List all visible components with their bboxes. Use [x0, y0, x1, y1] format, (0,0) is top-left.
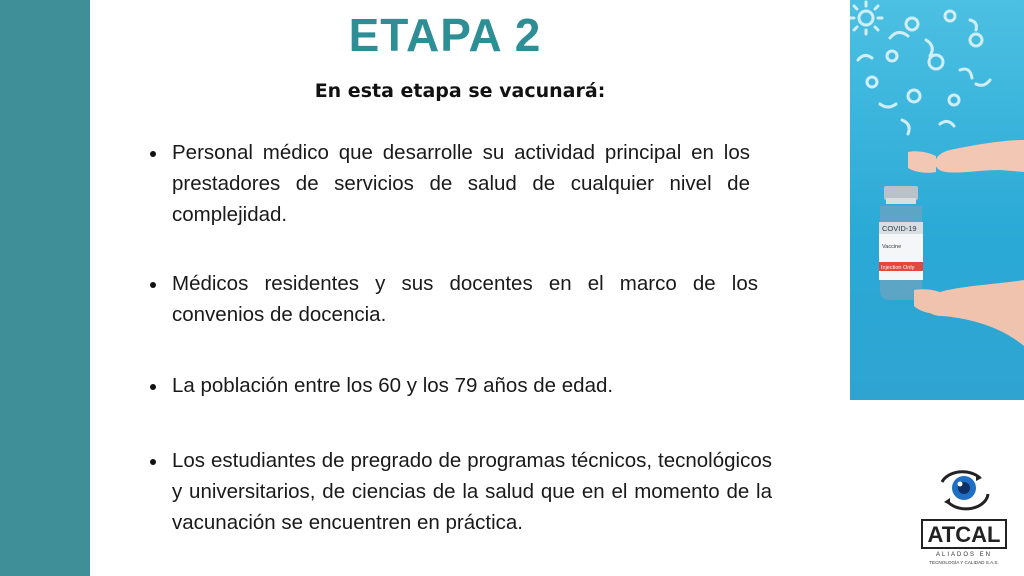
bullet-dot-icon [150, 459, 156, 465]
logo-wordmark: ATCAL [927, 522, 1001, 547]
bullet-item-2 [150, 268, 758, 330]
left-accent-bar [0, 0, 90, 576]
vial-label: COVID-19 [882, 224, 917, 233]
bullet-text: Los estudiantes de pregrado de programas técnicos, tecnológicos y universitarios, de ciencias de la salud que en el momento de la vacunación se encuentren en práctica. [172, 449, 772, 534]
page-subtitle: En esta etapa se vacunará: [314, 80, 606, 102]
bullet-item-1 [150, 137, 750, 230]
bullet-dot-icon [150, 384, 156, 390]
bullet-text: Médicos residentes y sus docentes en el marco de los convenios de docencia. [172, 272, 758, 326]
bullet-item-3 [150, 370, 750, 401]
page-title: ETAPA 2 [348, 9, 542, 61]
bullet-text: La población entre los 60 y los 79 años de edad. [172, 374, 614, 397]
virus-pattern-icon [850, 2, 990, 134]
bullet-dot-icon [150, 282, 156, 288]
logo-tagline-2: TECNOLOGÍA Y CALIDAD S.A.S. [929, 560, 999, 565]
atcal-eye-logo-icon [918, 468, 1010, 568]
bullet-item-4 [150, 445, 772, 538]
bullet-text: Personal médico que desarrolle su actividad principal en los prestadores de servicios de salud de cualquier nivel de complejidad. [172, 141, 750, 226]
vaccine-photo [850, 0, 1024, 400]
logo-tagline-1: ALIADOS EN [935, 552, 993, 558]
vaccine-vial-illustration [850, 0, 1024, 400]
vial-text-1: Vaccine [882, 244, 902, 250]
atcal-logo [918, 468, 1010, 568]
bullet-dot-icon [150, 151, 156, 157]
vial-text-2: Injection Only [881, 265, 915, 271]
